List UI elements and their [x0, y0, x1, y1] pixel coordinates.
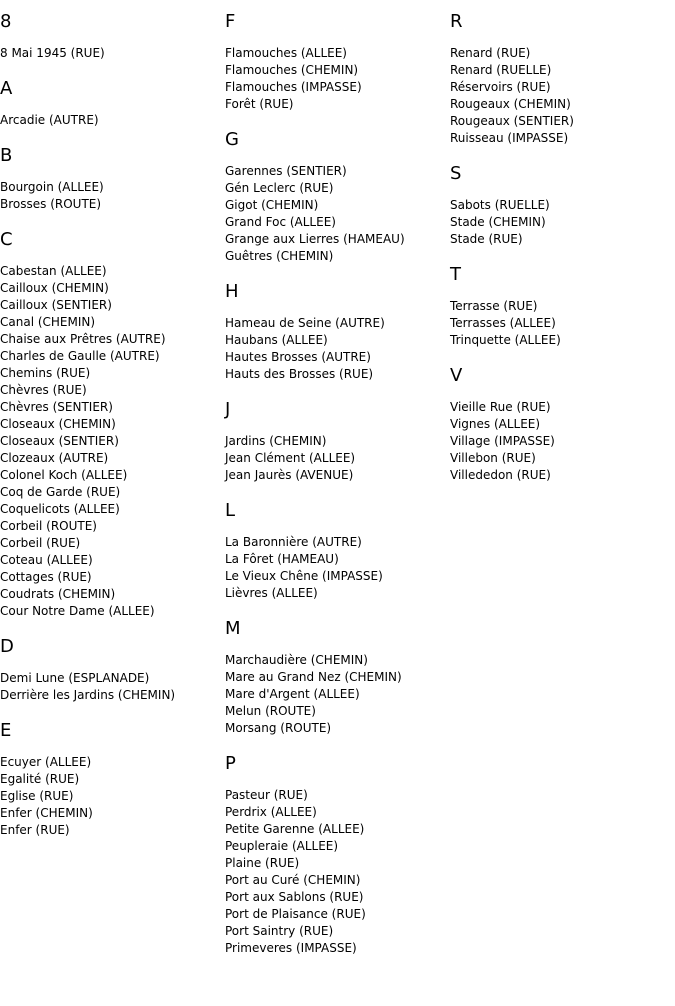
street-entry[interactable]: Villebon (RUE)	[450, 451, 536, 465]
letter-section	[0, 146, 225, 213]
street-entry[interactable]: Grange aux Lierres (HAMEAU)	[225, 232, 405, 246]
street-entry[interactable]: Renard (RUE)	[450, 46, 531, 60]
street-entry[interactable]: Canal (CHEMIN)	[0, 315, 96, 329]
section-letter-heading: C	[0, 229, 13, 250]
letter-section	[0, 230, 225, 620]
section-letter-heading: J	[225, 399, 231, 420]
street-entry[interactable]: Stade (CHEMIN)	[450, 215, 546, 229]
street-index-column-2	[225, 12, 450, 974]
section-letter-heading: F	[225, 11, 236, 32]
street-entry[interactable]: Bourgoin (ALLEE)	[0, 180, 104, 194]
street-entry[interactable]: Ruisseau (IMPASSE)	[450, 131, 569, 145]
street-entry[interactable]: Plaine (RUE)	[225, 856, 300, 870]
letter-section	[0, 637, 225, 704]
letter-section	[450, 366, 675, 484]
street-entry[interactable]: Derrière les Jardins (CHEMIN)	[0, 688, 176, 702]
section-letter-heading: S	[450, 163, 462, 184]
letter-section	[225, 754, 450, 957]
street-entry[interactable]: Flamouches (ALLEE)	[225, 46, 347, 60]
street-entry[interactable]: Port de Plaisance (RUE)	[225, 907, 366, 921]
street-entry[interactable]: Village (IMPASSE)	[450, 434, 555, 448]
street-entry[interactable]: Coquelicots (ALLEE)	[0, 502, 120, 516]
street-entry[interactable]: Chèvres (RUE)	[0, 383, 87, 397]
street-entry[interactable]: Jean Clément (ALLEE)	[225, 451, 356, 465]
street-entry[interactable]: La Fôret (HAMEAU)	[225, 552, 339, 566]
street-entry[interactable]: Port aux Sablons (RUE)	[225, 890, 364, 904]
street-entry[interactable]: Haubans (ALLEE)	[225, 333, 328, 347]
street-entry[interactable]: Demi Lune (ESPLANADE)	[0, 671, 150, 685]
street-entry[interactable]: Coq de Garde (RUE)	[0, 485, 121, 499]
street-entry[interactable]: Cabestan (ALLEE)	[0, 264, 107, 278]
section-letter-heading: P	[225, 753, 236, 774]
street-entry[interactable]: Pasteur (RUE)	[225, 788, 308, 802]
street-entry[interactable]: Melun (ROUTE)	[225, 704, 316, 718]
section-letter-heading: E	[0, 720, 12, 741]
letter-section	[225, 501, 450, 602]
street-entry[interactable]: Le Vieux Chêne (IMPASSE)	[225, 569, 383, 583]
letter-section	[0, 79, 225, 129]
street-entry[interactable]: Egalité (RUE)	[0, 772, 80, 786]
street-entry[interactable]: Eglise (RUE)	[0, 789, 74, 803]
street-entry[interactable]: Perdrix (ALLEE)	[225, 805, 317, 819]
street-entry[interactable]: Trinquette (ALLEE)	[450, 333, 561, 347]
street-entry[interactable]: Sabots (RUELLE)	[450, 198, 550, 212]
street-entry[interactable]: Brosses (ROUTE)	[0, 197, 102, 211]
street-entry[interactable]: Colonel Koch (ALLEE)	[0, 468, 128, 482]
letter-section	[225, 12, 450, 113]
street-entry[interactable]: Marchaudière (CHEMIN)	[225, 653, 368, 667]
street-entry[interactable]: Réservoirs (RUE)	[450, 80, 551, 94]
letter-section	[225, 400, 450, 484]
street-entry[interactable]: Petite Garenne (ALLEE)	[225, 822, 365, 836]
street-entry[interactable]: Grand Foc (ALLEE)	[225, 215, 336, 229]
section-letter-heading: L	[225, 500, 236, 521]
street-entry[interactable]: Morsang (ROUTE)	[225, 721, 332, 735]
letter-section	[0, 12, 225, 62]
street-entry[interactable]: Arcadie (AUTRE)	[0, 113, 99, 127]
street-entry[interactable]: Cour Notre Dame (ALLEE)	[0, 604, 155, 618]
street-entry[interactable]: Rougeaux (CHEMIN)	[450, 97, 571, 111]
section-letter-heading: H	[225, 281, 239, 302]
street-entry[interactable]: Closeaux (CHEMIN)	[0, 417, 116, 431]
street-entry[interactable]: Mare au Grand Nez (CHEMIN)	[225, 670, 402, 684]
street-entry[interactable]: La Baronnière (AUTRE)	[225, 535, 362, 549]
section-letter-heading: R	[450, 11, 463, 32]
letter-section	[0, 721, 225, 839]
street-entry[interactable]: Port Saintry (RUE)	[225, 924, 334, 938]
street-entry[interactable]: Charles de Gaulle (AUTRE)	[0, 349, 160, 363]
street-entry[interactable]: Renard (RUELLE)	[450, 63, 552, 77]
street-entry[interactable]: Jean Jaurès (AVENUE)	[225, 468, 354, 482]
street-entry[interactable]: Hameau de Seine (AUTRE)	[225, 316, 385, 330]
street-entry[interactable]: Chemins (RUE)	[0, 366, 91, 380]
street-entry[interactable]: Mare d'Argent (ALLEE)	[225, 687, 360, 701]
street-entry[interactable]: Clozeaux (AUTRE)	[0, 451, 109, 465]
street-entry[interactable]: Jardins (CHEMIN)	[225, 434, 327, 448]
street-entry[interactable]: Chèvres (SENTIER)	[0, 400, 113, 414]
letter-section	[450, 12, 675, 147]
section-letter-heading: T	[450, 264, 461, 285]
section-letter-heading: D	[0, 636, 14, 657]
street-entry[interactable]: Stade (RUE)	[450, 232, 523, 246]
street-entry[interactable]: Enfer (CHEMIN)	[0, 806, 93, 820]
section-letter-heading: A	[0, 78, 13, 99]
street-entry[interactable]: Corbeil (RUE)	[0, 536, 81, 550]
street-entry[interactable]: Forêt (RUE)	[225, 97, 294, 111]
street-entry[interactable]: Rougeaux (SENTIER)	[450, 114, 574, 128]
street-entry[interactable]: Terrasses (ALLEE)	[450, 316, 556, 330]
street-entry[interactable]: Villededon (RUE)	[450, 468, 551, 482]
street-entry[interactable]: 8 Mai 1945 (RUE)	[0, 46, 105, 60]
street-entry[interactable]: Hauts des Brosses (RUE)	[225, 367, 374, 381]
street-entry[interactable]: Vignes (ALLEE)	[450, 417, 541, 431]
section-letter-heading: G	[225, 129, 239, 150]
letter-section	[225, 282, 450, 383]
street-entry[interactable]: Peupleraie (ALLEE)	[225, 839, 339, 853]
street-index-column-1	[0, 12, 225, 856]
street-entry[interactable]: Flamouches (IMPASSE)	[225, 80, 362, 94]
street-index-column-3	[450, 12, 675, 501]
street-entry[interactable]: Coteau (ALLEE)	[0, 553, 93, 567]
letter-section	[225, 130, 450, 265]
street-entry[interactable]: Primeveres (IMPASSE)	[225, 941, 357, 955]
street-entry[interactable]: Vieille Rue (RUE)	[450, 400, 551, 414]
street-entry[interactable]: Guêtres (CHEMIN)	[225, 249, 334, 263]
section-letter-heading: V	[450, 365, 463, 386]
street-entry[interactable]: Ecuyer (ALLEE)	[0, 755, 92, 769]
street-entry[interactable]: Coudrats (CHEMIN)	[0, 587, 116, 601]
letter-section	[450, 265, 675, 349]
street-entry[interactable]: Cailloux (CHEMIN)	[0, 281, 109, 295]
street-entry[interactable]: Flamouches (CHEMIN)	[225, 63, 359, 77]
street-entry[interactable]: Gigot (CHEMIN)	[225, 198, 319, 212]
section-letter-heading: 8	[0, 11, 12, 32]
section-letter-heading: B	[0, 145, 13, 166]
street-entry[interactable]: Garennes (SENTIER)	[225, 164, 347, 178]
street-entry[interactable]: Chaise aux Prêtres (AUTRE)	[0, 332, 166, 346]
street-entry[interactable]: Terrasse (RUE)	[450, 299, 538, 313]
street-entry[interactable]: Enfer (RUE)	[0, 823, 70, 837]
street-entry[interactable]: Corbeil (ROUTE)	[0, 519, 97, 533]
street-entry[interactable]: Lièvres (ALLEE)	[225, 586, 318, 600]
letter-section	[225, 619, 450, 737]
street-entry[interactable]: Cailloux (SENTIER)	[0, 298, 112, 312]
street-entry[interactable]: Closeaux (SENTIER)	[0, 434, 119, 448]
street-entry[interactable]: Gén Leclerc (RUE)	[225, 181, 334, 195]
street-entry[interactable]: Port au Curé (CHEMIN)	[225, 873, 361, 887]
section-letter-heading: M	[225, 618, 241, 639]
letter-section	[450, 164, 675, 248]
street-entry[interactable]: Cottages (RUE)	[0, 570, 92, 584]
street-entry[interactable]: Hautes Brosses (AUTRE)	[225, 350, 371, 364]
